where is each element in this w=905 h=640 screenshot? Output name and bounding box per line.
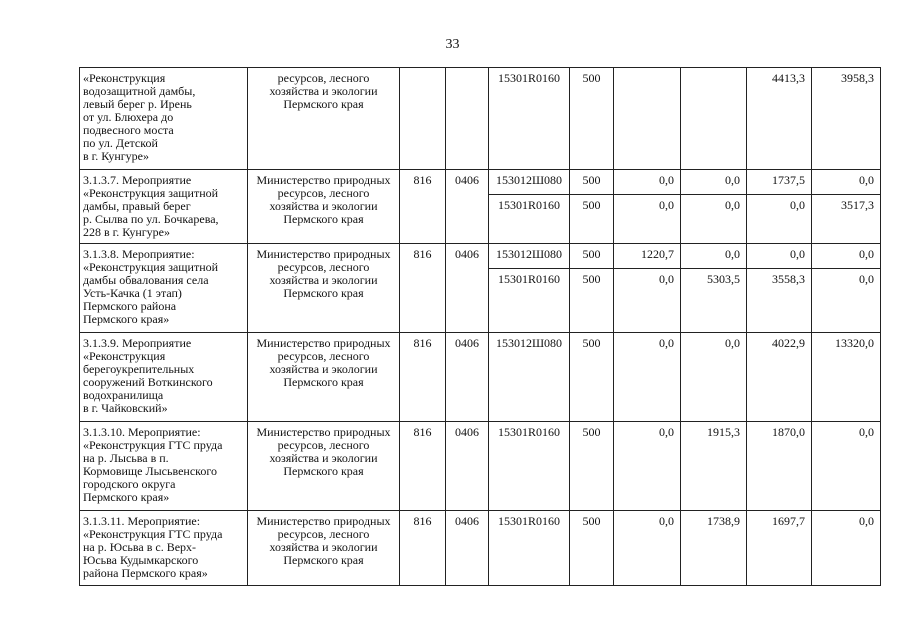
target-article-cell: 15301R0160 — [489, 511, 570, 586]
activity-name-cell: «Реконструкция водозащитной дамбы, левый берег р. Ирень от ул. Блюхера до подвесного моста по ул. Детской в г. Кунгуре» — [80, 68, 248, 170]
table-row — [80, 170, 881, 195]
activity-name-cell: 3.1.3.10. Мероприятие: «Реконструкция ГТС пруда на р. Лысьва в п. Кормовище Лысьвенского городского округа Пермского края» — [80, 422, 248, 511]
amount-cell: 0,0 — [681, 244, 747, 269]
amount-cell: 0,0 — [681, 195, 747, 244]
expense-type-cell: 500 — [570, 422, 614, 511]
target-article-cell: 15301R0160 — [489, 269, 570, 333]
amount-cell — [681, 68, 747, 170]
amount-cell: 1220,7 — [614, 244, 681, 269]
expense-type-cell: 500 — [570, 511, 614, 586]
page-number: 33 — [445, 37, 460, 52]
expense-type-cell: 500 — [570, 68, 614, 170]
section-code-cell: 0406 — [446, 244, 489, 333]
amount-cell: 4413,3 — [747, 68, 812, 170]
section-code-cell: 0406 — [446, 333, 489, 422]
grbs-code-cell: 816 — [400, 422, 446, 511]
budget-table — [79, 67, 881, 586]
section-code-cell — [446, 68, 489, 170]
amount-cell: 0,0 — [614, 511, 681, 586]
amount-cell: 1915,3 — [681, 422, 747, 511]
activity-name-cell: 3.1.3.7. Мероприятие «Реконструкция защитной дамбы, правый берег р. Сылва по ул. Бочкарева, 228 в г. Кунгуре» — [80, 170, 248, 244]
target-article-cell: 153012Ш080 — [489, 244, 570, 269]
amount-cell: 0,0 — [812, 269, 881, 333]
amount-cell: 3958,3 — [812, 68, 881, 170]
amount-cell: 3558,3 — [747, 269, 812, 333]
amount-cell: 13320,0 — [812, 333, 881, 422]
amount-cell: 0,0 — [812, 170, 881, 195]
activity-name-cell: 3.1.3.8. Мероприятие: «Реконструкция защитной дамбы обвалования села Усть-Качка (1 этап) Пермского района Пермского края» — [80, 244, 248, 333]
amount-cell: 0,0 — [747, 244, 812, 269]
expense-type-cell: 500 — [570, 333, 614, 422]
amount-cell: 1738,9 — [681, 511, 747, 586]
section-code-cell: 0406 — [446, 170, 489, 244]
grbs-code-cell — [400, 68, 446, 170]
amount-cell: 3517,3 — [812, 195, 881, 244]
section-code-cell: 0406 — [446, 511, 489, 586]
amount-cell: 0,0 — [681, 333, 747, 422]
amount-cell: 0,0 — [614, 269, 681, 333]
amount-cell: 0,0 — [681, 170, 747, 195]
ministry-cell: Министерство природных ресурсов, лесного хозяйства и экологии Пермского края — [248, 511, 400, 586]
ministry-cell: ресурсов, лесного хозяйства и экологии Пермского края — [248, 68, 400, 170]
ministry-cell: Министерство природных ресурсов, лесного хозяйства и экологии Пермского края — [248, 333, 400, 422]
grbs-code-cell: 816 — [400, 170, 446, 244]
grbs-code-cell: 816 — [400, 244, 446, 333]
table-row — [80, 511, 881, 586]
activity-name-cell: 3.1.3.9. Мероприятие «Реконструкция берегоукрепительных сооружений Воткинского водохранилища в г. Чайковский» — [80, 333, 248, 422]
amount-cell: 0,0 — [812, 244, 881, 269]
target-article-cell: 153012Ш080 — [489, 170, 570, 195]
expense-type-cell: 500 — [570, 170, 614, 195]
target-article-cell: 153012Ш080 — [489, 333, 570, 422]
table-row — [80, 422, 881, 511]
target-article-cell: 15301R0160 — [489, 422, 570, 511]
amount-cell: 1697,7 — [747, 511, 812, 586]
ministry-cell: Министерство природных ресурсов, лесного хозяйства и экологии Пермского края — [248, 244, 400, 333]
amount-cell: 0,0 — [812, 422, 881, 511]
amount-cell: 1870,0 — [747, 422, 812, 511]
amount-cell: 0,0 — [614, 170, 681, 195]
table-row — [80, 68, 881, 170]
target-article-cell: 15301R0160 — [489, 68, 570, 170]
amount-cell: 0,0 — [614, 195, 681, 244]
ministry-cell: Министерство природных ресурсов, лесного хозяйства и экологии Пермского края — [248, 422, 400, 511]
table-row — [80, 244, 881, 269]
amount-cell: 1737,5 — [747, 170, 812, 195]
target-article-cell: 15301R0160 — [489, 195, 570, 244]
expense-type-cell: 500 — [570, 195, 614, 244]
amount-cell: 0,0 — [812, 511, 881, 586]
table-row — [80, 333, 881, 422]
section-code-cell: 0406 — [446, 422, 489, 511]
activity-name-cell: 3.1.3.11. Мероприятие: «Реконструкция ГТС пруда на р. Юсьва в с. Верх- Юсьва Кудымкарского района Пермского края» — [80, 511, 248, 586]
amount-cell — [614, 68, 681, 170]
amount-cell: 5303,5 — [681, 269, 747, 333]
grbs-code-cell: 816 — [400, 511, 446, 586]
expense-type-cell: 500 — [570, 244, 614, 269]
amount-cell: 0,0 — [614, 333, 681, 422]
ministry-cell: Министерство природных ресурсов, лесного хозяйства и экологии Пермского края — [248, 170, 400, 244]
amount-cell: 4022,9 — [747, 333, 812, 422]
expense-type-cell: 500 — [570, 269, 614, 333]
amount-cell: 0,0 — [614, 422, 681, 511]
grbs-code-cell: 816 — [400, 333, 446, 422]
amount-cell: 0,0 — [747, 195, 812, 244]
